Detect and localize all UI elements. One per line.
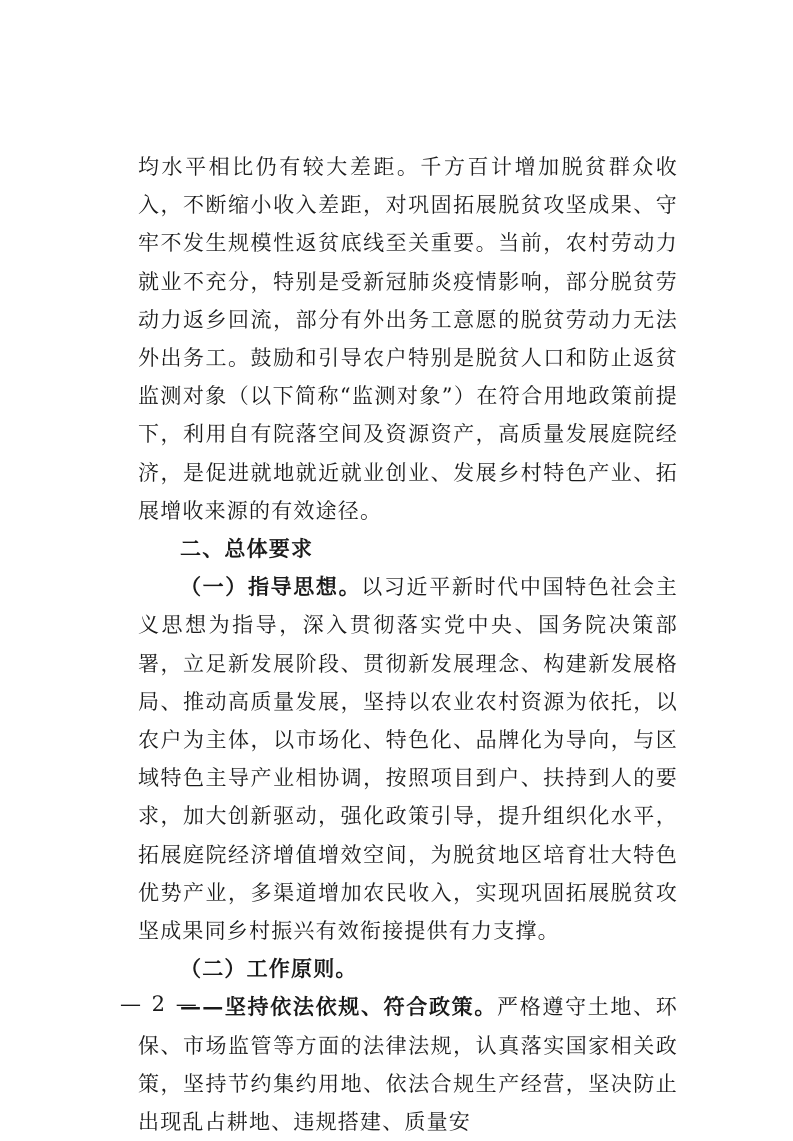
paragraph-guiding-ideology bbox=[138, 568, 678, 950]
section-heading bbox=[138, 530, 678, 568]
principle-lawful-text: 严格遵守土地、环保、市场监管等方面的法律法规，认真落实国家相关政策，坚持节约集约用地、依法合规生产经营，坚决防止出现乱占耕地、违规搭建、质量安 bbox=[138, 995, 678, 1135]
guiding-ideology-text: 以习近平新时代中国特色社会主义思想为指导，深入贯彻落实党中央、国务院决策部署，立足新发展阶段、贯彻新发展理念、构建新发展格局、推动高质量发展，坚持以农业农村资源为依托，以农户为主体，以市场化、特色化、品牌化为导向，与区域特色主导产业相协调，按照项目到户、扶持到人的要求，加大创新驱动，强化政策引导，提升组织化水平，拓展庭院经济增值增效空间，为脱贫地区培育壮大特色优势产业，多渠道增加农民收入，实现巩固拓展脱贫攻坚成果同乡村振兴有效衔接提供有力支撑。 bbox=[138, 575, 678, 944]
paragraph-background bbox=[138, 148, 678, 530]
principle-lawful-heading: ——坚持依法依规、符合政策。 bbox=[180, 994, 498, 1020]
paragraph-background-text: 均水平相比仍有较大差距。千方百计增加脱贫群众收入，不断缩小收入差距，对巩固拓展脱贫攻坚成果、守牢不发生规模性返贫底线至关重要。当前，农村劳动力就业不充分，特别是受新冠肺炎疫情影响，部分脱贫劳动力返乡回流，部分有外出务工意愿的脱贫劳动力无法外出务工。鼓励和引导农户特别是脱贫人口和防止返贫监测对象（以下简称“监测对象”）在符合用地政策前提下，利用自有院落空间及资源资产，高质量发展庭院经济，是促进就地就近就业创业、发展乡村特色产业、拓展增收来源的有效途径。 bbox=[138, 155, 678, 523]
guiding-ideology-heading: （一）指导思想。 bbox=[180, 574, 362, 600]
page-number: — 2 — bbox=[120, 992, 199, 1016]
paragraph-work-principles bbox=[138, 950, 678, 988]
document-body bbox=[138, 148, 678, 1141]
paragraph-principle-lawful bbox=[138, 988, 678, 1141]
work-principles-heading: （二）工作原则。 bbox=[180, 956, 358, 982]
section-heading-text: 二、总体要求 bbox=[180, 536, 314, 562]
